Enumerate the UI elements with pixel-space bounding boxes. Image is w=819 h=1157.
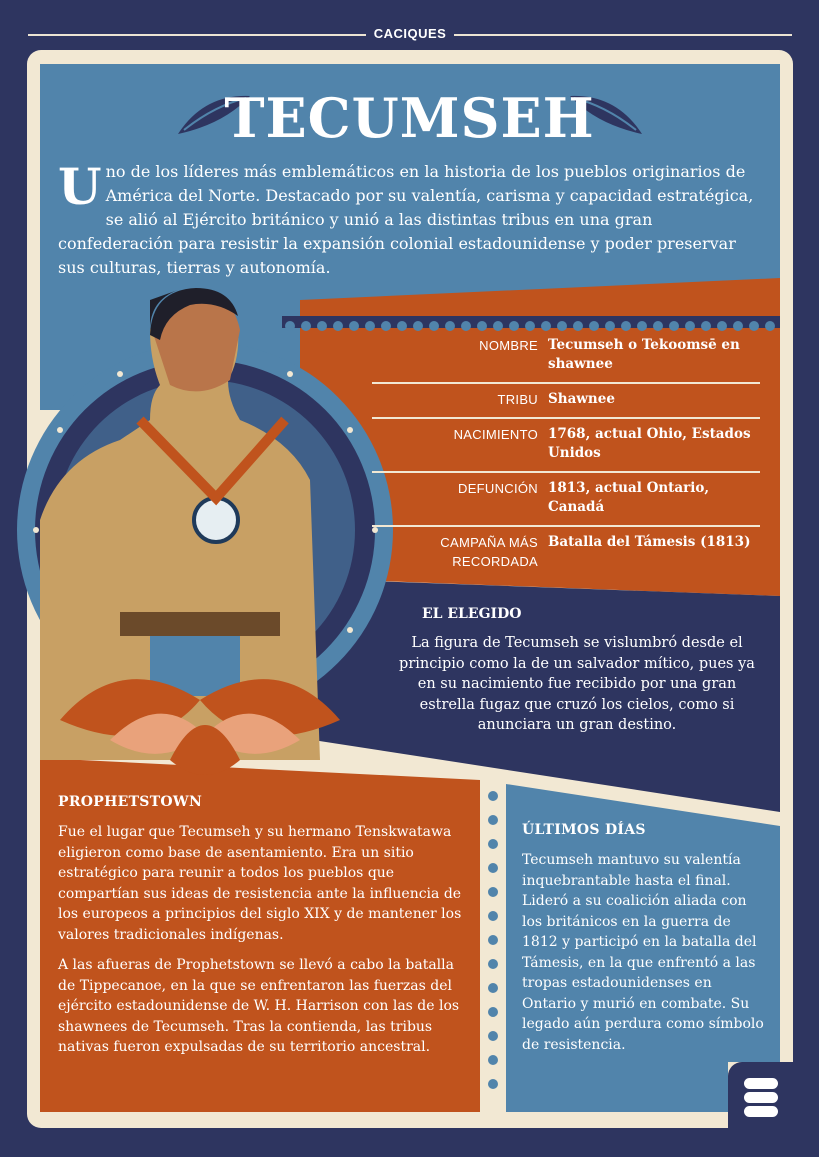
info-row <box>372 527 760 579</box>
info-label: DEFUNCIÓN <box>458 481 538 496</box>
publisher-logo-icon <box>728 1062 793 1128</box>
info-table <box>372 330 760 579</box>
intro-paragraph <box>58 157 758 280</box>
prophetstown-paragraph-1: Fue el lugar que Tecumseh y su hermano Tenskwatawa eligieron como base de asentamiento. Era un sitio estratégico para reunir a todos los pueblos que compartían sus ideas de resistencia ante la influencia de los europeos a principios del siglo XIX y de mantener los valores tradicionales indígenas. <box>58 824 462 943</box>
pattern-strip-icon <box>482 782 504 1112</box>
info-label: NACIMIENTO <box>453 427 538 442</box>
info-value: 1813, actual Ontario, Canadá <box>548 480 710 515</box>
info-value: Shawnee <box>548 391 615 407</box>
ultimos-section <box>522 822 770 1055</box>
info-label: NOMBRE <box>479 338 538 353</box>
info-label: CAMPAÑA MÁS RECORDADA <box>440 535 538 569</box>
page-title: TECUMSEH <box>224 86 595 150</box>
prophetstown-title: PROPHETSTOWN <box>58 794 203 810</box>
info-row <box>372 419 760 473</box>
scallop-border-icon <box>282 316 780 331</box>
info-value: 1768, actual Ohio, Estados Unidos <box>548 426 751 461</box>
info-label: TRIBU <box>497 392 538 407</box>
info-row <box>372 384 760 419</box>
info-value: Batalla del Támesis (1813) <box>548 534 751 550</box>
intro-text: no de los líderes más emblemáticos en la historia de los pueblos originarios de América del Norte. Destacado por su valentía, carisma y capacidad estratégica, se alió al Ejército británico y unió a las distintas tribus en una gran confederación para resistir la expansión colonial estadounidense y poder preservar sus culturas, tierras y autonomía. <box>58 162 754 277</box>
prophetstown-paragraph-2: A las afueras de Prophetstown se llevó a cabo la batalla de Tippecanoe, en la que se enfrentaron las fuerzas del ejército estadounidense de W. H. Harrison con las de los shawnees de Tecumseh. Tras la contienda, las tribus nativas fueron expulsadas de su territorio ancestral. <box>58 957 460 1055</box>
elegido-text: La figura de Tecumseh se vislumbró desde el principio como la de un salvador mítico, pues ya en su nacimiento fue recibido por una gran estrella fugaz que cruzó los cielos, como si anunciara un gran destino. <box>399 635 755 733</box>
elegido-title: EL ELEGIDO <box>422 606 522 622</box>
ultimos-text: Tecumseh mantuvo su valentía inquebrantable hasta el final. Lideró a su coalición aliada con los británicos en la guerra de 1812 y participó en la batalla del Támesis, en la que enfrentó a las tropas estadounidenses en Ontario y murió en combate. Su legado aún perdura como símbolo de resistencia. <box>522 852 764 1053</box>
info-row <box>372 330 760 384</box>
drop-cap: U <box>58 157 102 216</box>
info-row <box>372 473 760 527</box>
section-label: CACIQUES <box>373 26 447 41</box>
info-value: Tecumseh o Tekoomsē en shawnee <box>548 337 740 372</box>
prophetstown-section <box>58 794 468 1068</box>
ultimos-title: ÚLTIMOS DÍAS <box>522 822 646 838</box>
